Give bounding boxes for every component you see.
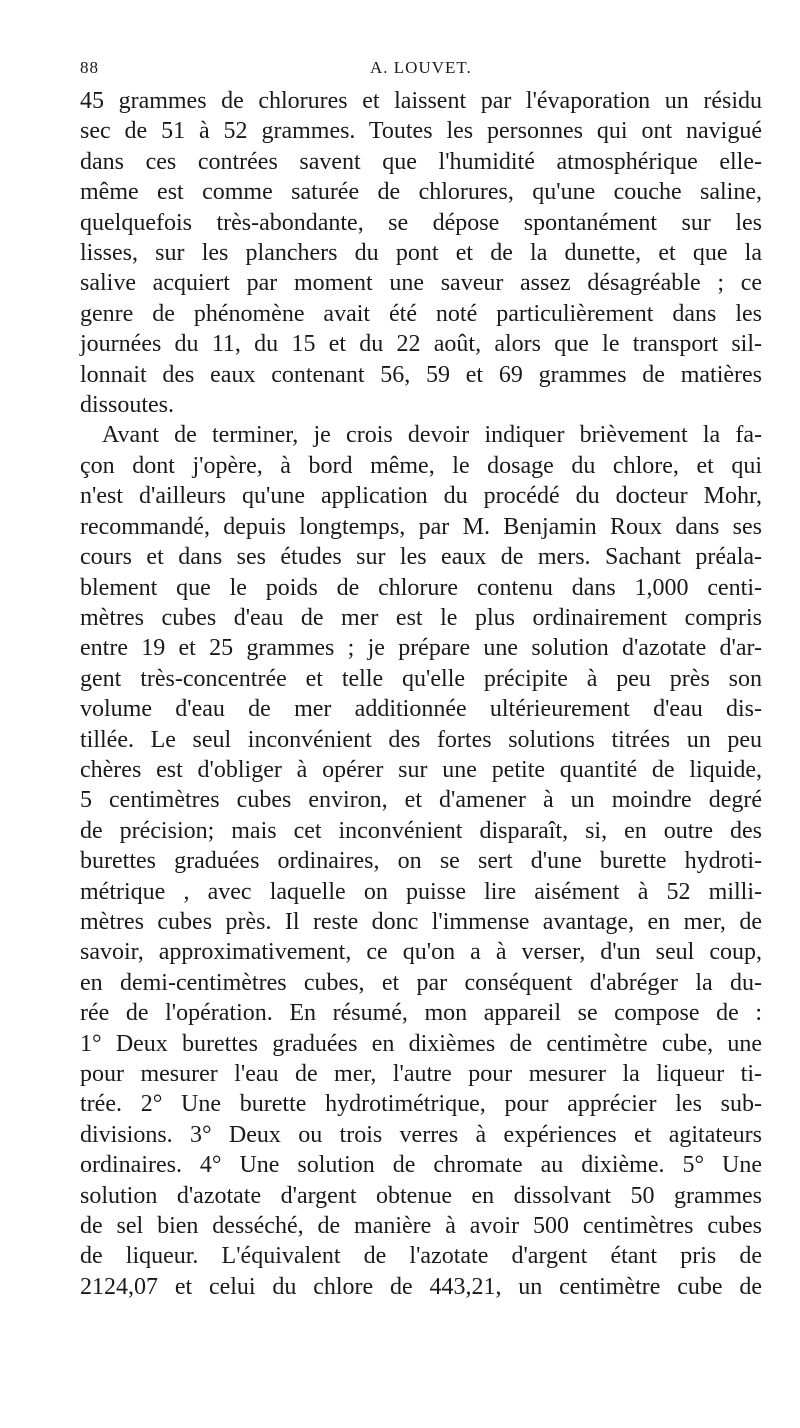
running-title: A. LOUVET. [370,58,472,77]
text-line: journées du 11, du 15 et du 22 août, alors que le transport sil- [80,331,762,358]
text-line: de liqueur. L'équivalent de l'azotate d'argent étant pris de [80,1243,762,1270]
text-line: mètres cubes près. Il reste donc l'immense avantage, en mer, de [80,908,762,935]
text-line: 1° Deux burettes graduées en dixièmes de centimètre cube, une [80,1030,762,1057]
text-line: solution d'azotate d'argent obtenue en dissolvant 50 grammes [80,1182,762,1209]
text-line: de sel bien desséché, de manière à avoir 500 centimètres cubes [80,1213,762,1240]
paragraph-1 [80,86,762,420]
text-line: entre 19 et 25 grammes ; je prépare une solution d'azotate d'ar- [80,635,762,662]
page-header [80,58,762,82]
page-number: 88 [80,58,99,77]
text-line: Avant de terminer, je crois devoir indiquer brièvement la fa- [102,422,762,449]
text-line: chères est d'obliger à opérer sur une petite quantité de liquide, [80,756,762,783]
text-line: quelquefois très-abondante, se dépose spontanément sur les [80,209,762,236]
text-line: 45 grammes de chlorures et laissent par l'évaporation un résidu [80,88,762,114]
text-line: sec de 51 à 52 grammes. Toutes les personnes qui ont navigué [80,118,762,145]
text-line: genre de phénomène avait été noté particulièrement dans les [80,300,762,327]
text-line: en demi-centimètres cubes, et par conséquent d'abréger la du- [80,969,762,996]
text-line: métrique , avec laquelle on puisse lire aisément à 52 milli- [80,878,762,905]
text-line: ordinaires. 4° Une solution de chromate au dixième. 5° Une [80,1152,762,1179]
text-line: cours et dans ses études sur les eaux de mers. Sachant préala- [80,544,762,571]
text-line: n'est d'ailleurs qu'une application du procédé du docteur Mohr, [80,483,762,510]
body-text [80,86,762,1302]
text-line: recommandé, depuis longtemps, par M. Benjamin Roux dans ses [80,513,762,540]
text-line: trée. 2° Une burette hydrotimétrique, pour apprécier les sub- [80,1091,762,1118]
text-line: lonnait des eaux contenant 56, 59 et 69 grammes de matières [80,361,762,388]
text-line: tillée. Le seul inconvénient des fortes solutions titrées un peu [80,726,762,753]
text-line: même est comme saturée de chlorures, qu'une couche saline, [80,179,762,206]
text-line: rée de l'opération. En résumé, mon appareil se compose de : [80,1000,762,1027]
text-line: blement que le poids de chlorure contenu dans 1,000 centi- [80,574,762,601]
text-line: lisses, sur les planchers du pont et de la dunette, et que la [80,240,762,267]
text-line: gent très-concentrée et telle qu'elle précipite à peu près son [80,665,762,692]
text-line: mètres cubes d'eau de mer est le plus ordinairement compris [80,604,762,631]
text-line: 2124,07 et celui du chlore de 443,21, un centimètre cube de [80,1273,762,1300]
text-line: pour mesurer l'eau de mer, l'autre pour mesurer la liqueur ti- [80,1061,762,1087]
text-line: dissoutes. [80,392,175,419]
text-line: dans ces contrées savent que l'humidité atmosphérique elle- [80,148,762,175]
text-line: salive acquiert par moment une saveur assez désagréable ; ce [80,270,762,297]
text-line: 5 centimètres cubes environ, et d'amener à un moindre degré [80,787,762,814]
text-line: çon dont j'opère, à bord même, le dosage du chlore, et qui [80,452,762,479]
text-line: volume d'eau de mer additionnée ultérieurement d'eau dis- [80,696,762,723]
text-line: divisions. 3° Deux ou trois verres à expériences et agitateurs [80,1121,762,1148]
text-line: de précision; mais cet inconvénient disparaît, si, en outre des [80,817,762,844]
text-line: savoir, approximativement, ce qu'on a à verser, d'un seul coup, [80,939,762,966]
paragraph-2 [80,420,762,1302]
text-line: burettes graduées ordinaires, on se sert d'une burette hydroti- [80,848,762,875]
